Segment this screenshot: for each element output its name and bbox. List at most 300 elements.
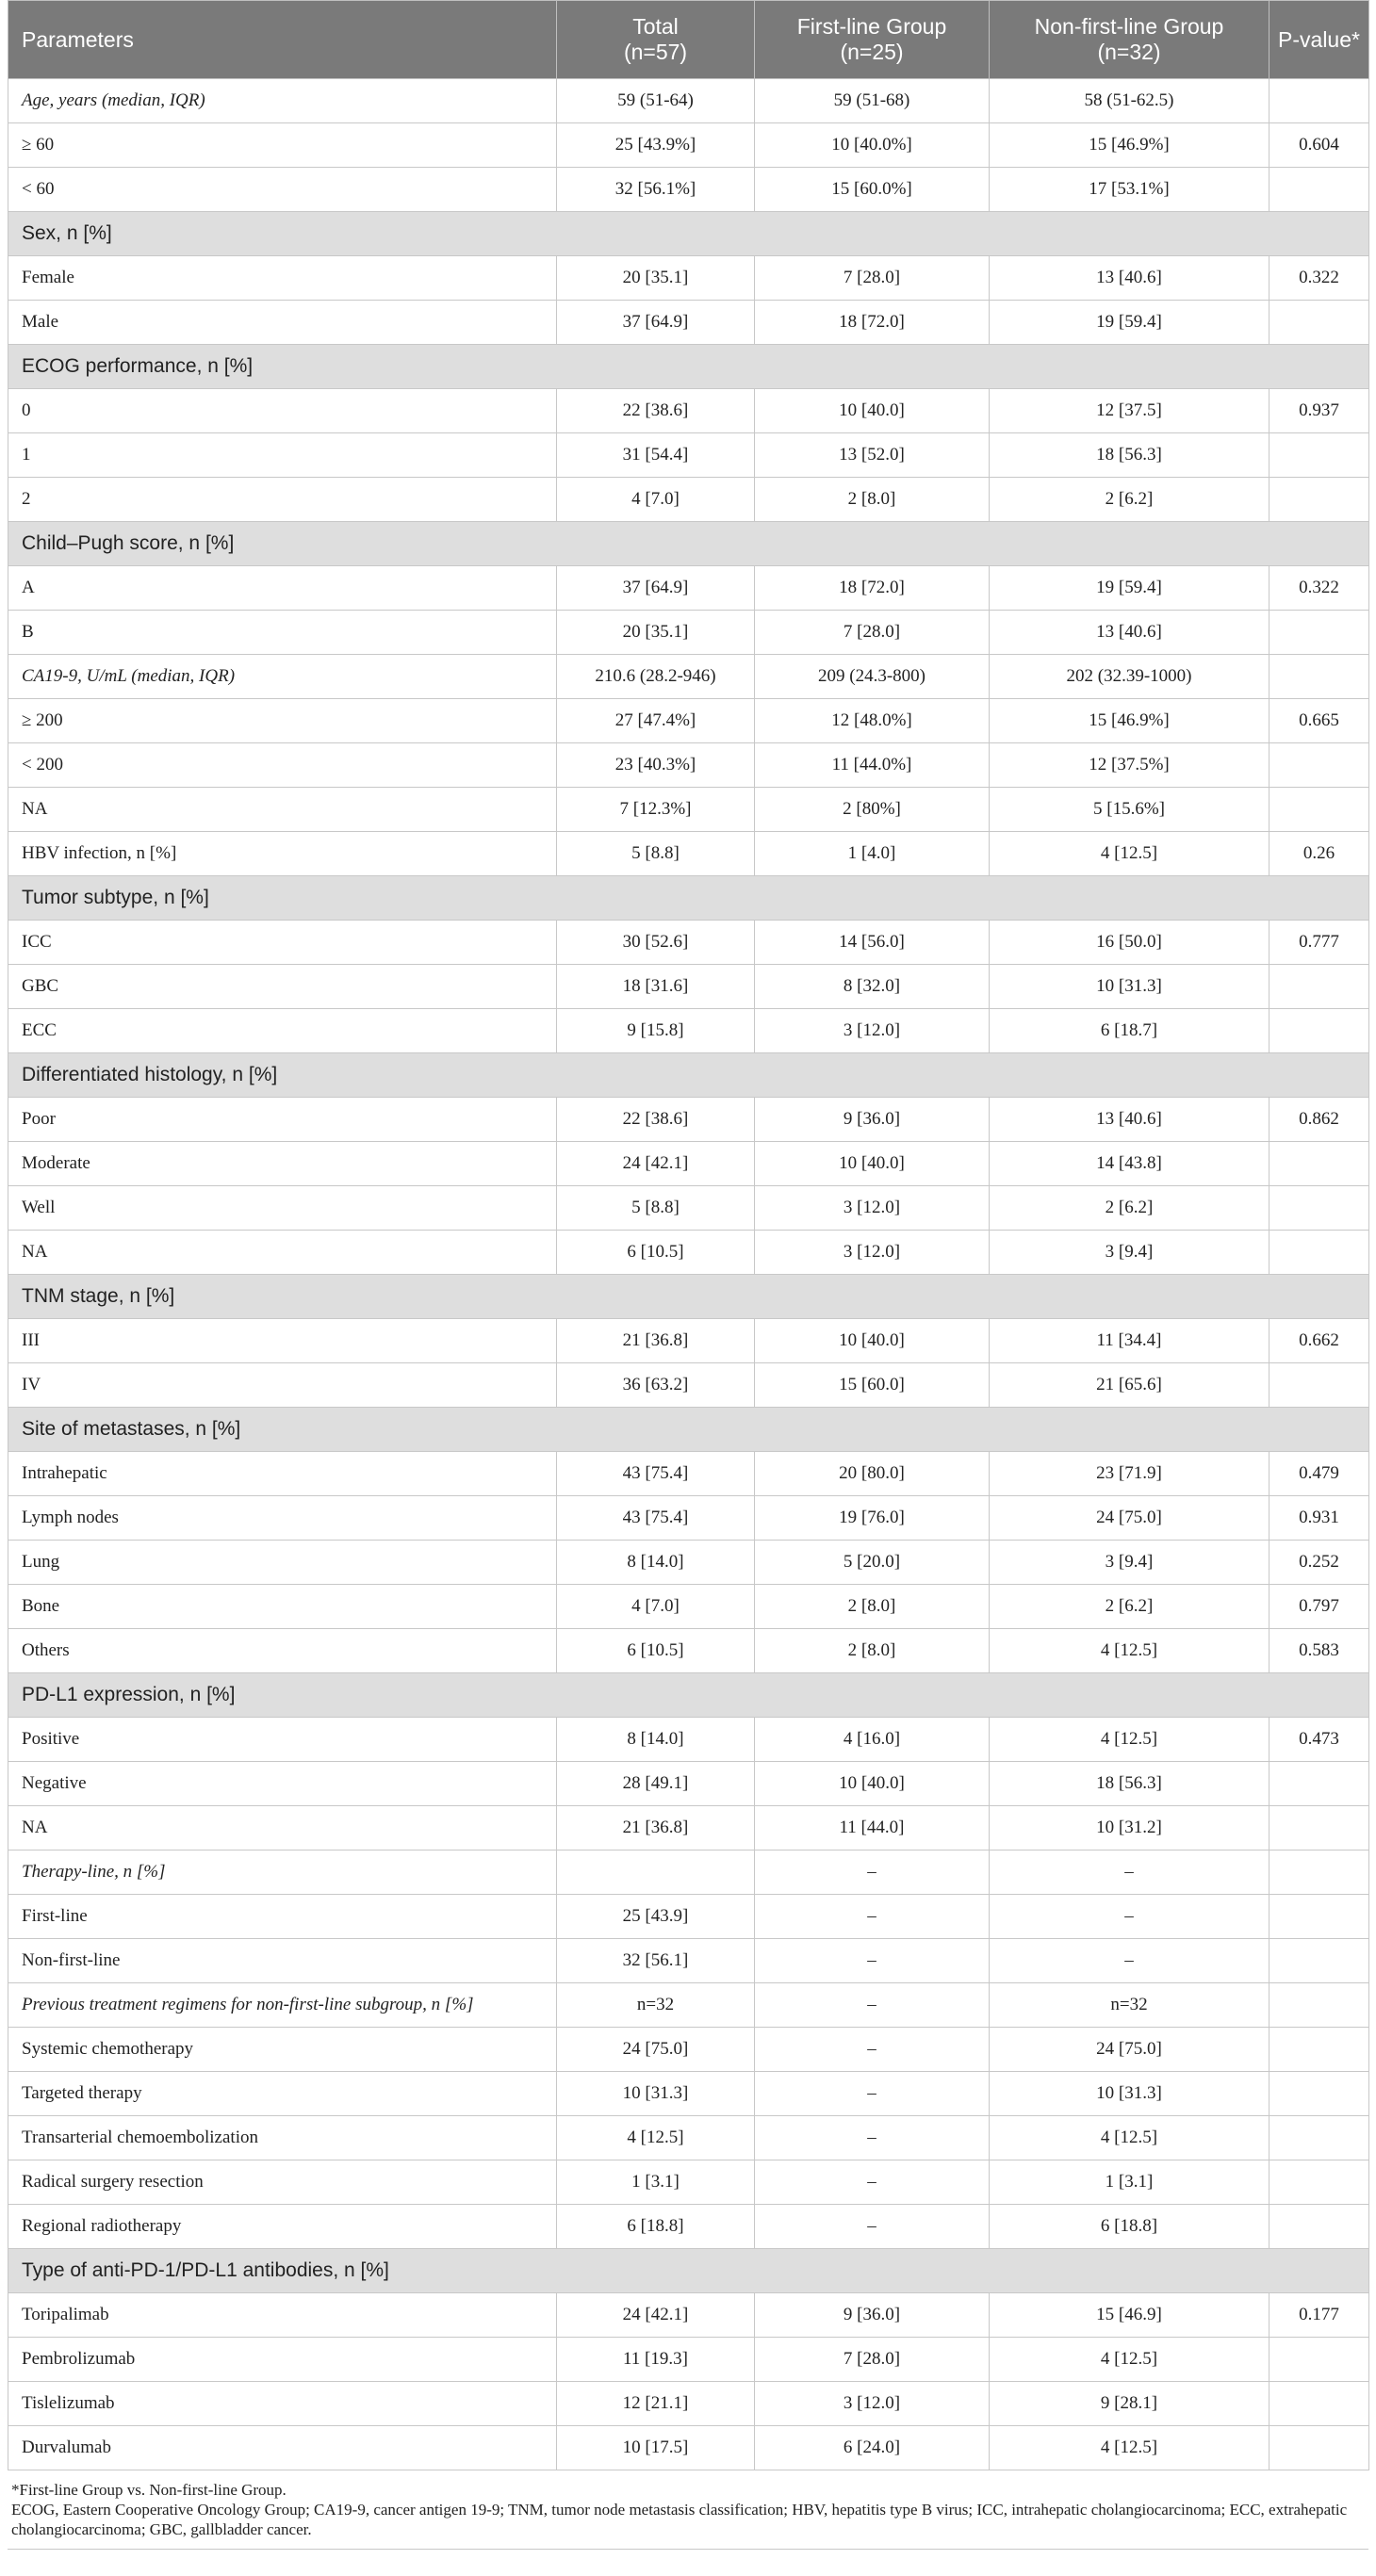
cell-p-value: [1270, 1186, 1369, 1231]
cell-parameter: Intrahepatic: [8, 1452, 557, 1496]
cell-total: 21 [36.8]: [557, 1806, 755, 1850]
cell-total: 9 [15.8]: [557, 1009, 755, 1053]
table-row: [8, 123, 1369, 168]
table-row: [8, 2293, 1369, 2338]
cell-total: 20 [35.1]: [557, 256, 755, 301]
table-row: [8, 1009, 1369, 1053]
cell-first-line: 7 [28.0]: [755, 256, 990, 301]
section-title: PD-L1 expression, n [%]: [8, 1673, 1369, 1718]
cell-p-value: 0.26: [1270, 832, 1369, 876]
cell-first-line: 209 (24.3-800): [755, 655, 990, 699]
cell-parameter: 0: [8, 389, 557, 433]
table-row: [8, 566, 1369, 611]
cell-p-value: [1270, 2028, 1369, 2072]
cell-p-value: 0.665: [1270, 699, 1369, 743]
table-row: [8, 1585, 1369, 1629]
table-row: [8, 1939, 1369, 1983]
table-row: [8, 2426, 1369, 2470]
cell-non-first-line: 13 [40.6]: [990, 256, 1270, 301]
cell-non-first-line: 14 [43.8]: [990, 1142, 1270, 1186]
cell-p-value: [1270, 611, 1369, 655]
cell-parameter: NA: [8, 1806, 557, 1850]
cell-parameter: Age, years (median, IQR): [8, 79, 557, 123]
cell-parameter: ICC: [8, 921, 557, 965]
cell-total: 24 [42.1]: [557, 2293, 755, 2338]
cell-first-line: –: [755, 2116, 990, 2160]
cell-parameter: CA19-9, U/mL (median, IQR): [8, 655, 557, 699]
table-row: [8, 79, 1369, 123]
cell-parameter: Male: [8, 301, 557, 345]
cell-first-line: 12 [48.0%]: [755, 699, 990, 743]
cell-first-line: 3 [12.0]: [755, 1186, 990, 1231]
table-container: [8, 0, 1368, 2550]
cell-first-line: 18 [72.0]: [755, 566, 990, 611]
cell-parameter: Pembrolizumab: [8, 2338, 557, 2382]
cell-non-first-line: 9 [28.1]: [990, 2382, 1270, 2426]
cell-first-line: 18 [72.0]: [755, 301, 990, 345]
cell-total: 6 [18.8]: [557, 2205, 755, 2249]
cell-total: 210.6 (28.2-946): [557, 655, 755, 699]
cell-non-first-line: 23 [71.9]: [990, 1452, 1270, 1496]
cell-non-first-line: –: [990, 1939, 1270, 1983]
table-row: [8, 965, 1369, 1009]
section-header-row: [8, 1275, 1369, 1319]
cell-first-line: 2 [80%]: [755, 788, 990, 832]
cell-p-value: [1270, 301, 1369, 345]
cell-first-line: 9 [36.0]: [755, 2293, 990, 2338]
cell-total: 10 [31.3]: [557, 2072, 755, 2116]
cell-first-line: 11 [44.0]: [755, 1806, 990, 1850]
cell-non-first-line: 6 [18.7]: [990, 1009, 1270, 1053]
section-header-row: [8, 345, 1369, 389]
cell-parameter: Regional radiotherapy: [8, 2205, 557, 2249]
cell-total: 11 [19.3]: [557, 2338, 755, 2382]
cell-parameter: Systemic chemotherapy: [8, 2028, 557, 2072]
cell-parameter: HBV infection, n [%]: [8, 832, 557, 876]
section-header-row: [8, 2249, 1369, 2293]
footnote-pvalue: *First-line Group vs. Non-first-line Group.: [11, 2481, 287, 2499]
cell-total: 30 [52.6]: [557, 921, 755, 965]
cell-p-value: [1270, 1009, 1369, 1053]
table-row: [8, 256, 1369, 301]
cell-non-first-line: 5 [15.6%]: [990, 788, 1270, 832]
cell-total: 59 (51-64): [557, 79, 755, 123]
cell-p-value: [1270, 965, 1369, 1009]
cell-total: 4 [7.0]: [557, 1585, 755, 1629]
cell-total: 7 [12.3%]: [557, 788, 755, 832]
cell-parameter: Female: [8, 256, 557, 301]
cell-first-line: 15 [60.0%]: [755, 168, 990, 212]
baseline-characteristics-table: [8, 0, 1369, 2470]
cell-total: 37 [64.9]: [557, 301, 755, 345]
cell-first-line: 6 [24.0]: [755, 2426, 990, 2470]
cell-first-line: 7 [28.0]: [755, 2338, 990, 2382]
table-row: [8, 611, 1369, 655]
cell-p-value: [1270, 655, 1369, 699]
cell-p-value: [1270, 2338, 1369, 2382]
cell-non-first-line: 4 [12.5]: [990, 1629, 1270, 1673]
cell-p-value: 0.604: [1270, 123, 1369, 168]
section-title: Site of metastases, n [%]: [8, 1408, 1369, 1452]
section-title: Type of anti-PD-1/PD-L1 antibodies, n [%]: [8, 2249, 1369, 2293]
cell-non-first-line: 1 [3.1]: [990, 2160, 1270, 2205]
table-footnotes: [8, 2470, 1368, 2550]
table-row: [8, 168, 1369, 212]
cell-p-value: 0.479: [1270, 1452, 1369, 1496]
cell-non-first-line: 13 [40.6]: [990, 611, 1270, 655]
table-row: [8, 788, 1369, 832]
cell-first-line: 3 [12.0]: [755, 1009, 990, 1053]
cell-parameter: < 200: [8, 743, 557, 788]
cell-parameter: Durvalumab: [8, 2426, 557, 2470]
cell-parameter: Lung: [8, 1541, 557, 1585]
cell-parameter: NA: [8, 1231, 557, 1275]
cell-non-first-line: 18 [56.3]: [990, 433, 1270, 478]
cell-parameter: Therapy-line, n [%]: [8, 1850, 557, 1895]
cell-parameter: ≥ 60: [8, 123, 557, 168]
section-title: TNM stage, n [%]: [8, 1275, 1369, 1319]
cell-non-first-line: 12 [37.5%]: [990, 743, 1270, 788]
cell-first-line: 10 [40.0%]: [755, 123, 990, 168]
cell-first-line: 8 [32.0]: [755, 965, 990, 1009]
cell-parameter: NA: [8, 788, 557, 832]
cell-first-line: 9 [36.0]: [755, 1098, 990, 1142]
section-title: Differentiated histology, n [%]: [8, 1053, 1369, 1098]
cell-first-line: 4 [16.0]: [755, 1718, 990, 1762]
cell-parameter: Lymph nodes: [8, 1496, 557, 1541]
cell-non-first-line: 24 [75.0]: [990, 2028, 1270, 2072]
cell-first-line: –: [755, 1983, 990, 2028]
cell-total: 28 [49.1]: [557, 1762, 755, 1806]
section-title: ECOG performance, n [%]: [8, 345, 1369, 389]
section-header-row: [8, 876, 1369, 921]
cell-p-value: [1270, 788, 1369, 832]
cell-parameter: Bone: [8, 1585, 557, 1629]
cell-parameter: ≥ 200: [8, 699, 557, 743]
header-p-value: P-value*: [1270, 1, 1369, 79]
cell-parameter: Moderate: [8, 1142, 557, 1186]
cell-p-value: 0.797: [1270, 1585, 1369, 1629]
section-title: Tumor subtype, n [%]: [8, 876, 1369, 921]
cell-non-first-line: 3 [9.4]: [990, 1541, 1270, 1585]
cell-parameter: IV: [8, 1363, 557, 1408]
cell-first-line: –: [755, 1939, 990, 1983]
cell-non-first-line: 10 [31.2]: [990, 1806, 1270, 1850]
table-row: [8, 1098, 1369, 1142]
cell-non-first-line: 17 [53.1%]: [990, 168, 1270, 212]
cell-total: 24 [75.0]: [557, 2028, 755, 2072]
cell-non-first-line: 4 [12.5]: [990, 2338, 1270, 2382]
cell-p-value: [1270, 478, 1369, 522]
cell-first-line: –: [755, 2205, 990, 2249]
table-row: [8, 1629, 1369, 1673]
cell-non-first-line: 21 [65.6]: [990, 1363, 1270, 1408]
cell-first-line: 2 [8.0]: [755, 478, 990, 522]
cell-first-line: 10 [40.0]: [755, 1142, 990, 1186]
cell-first-line: –: [755, 1895, 990, 1939]
cell-total: 43 [75.4]: [557, 1496, 755, 1541]
cell-p-value: [1270, 743, 1369, 788]
cell-parameter: < 60: [8, 168, 557, 212]
cell-parameter: III: [8, 1319, 557, 1363]
cell-p-value: 0.322: [1270, 256, 1369, 301]
cell-parameter: Negative: [8, 1762, 557, 1806]
cell-non-first-line: 15 [46.9%]: [990, 123, 1270, 168]
table-row: [8, 1452, 1369, 1496]
cell-p-value: 0.322: [1270, 566, 1369, 611]
header-parameters: Parameters: [8, 1, 557, 79]
cell-parameter: GBC: [8, 965, 557, 1009]
section-header-row: [8, 1673, 1369, 1718]
table-row: [8, 921, 1369, 965]
cell-parameter: 1: [8, 433, 557, 478]
cell-first-line: 2 [8.0]: [755, 1629, 990, 1673]
section-header-row: [8, 1053, 1369, 1098]
cell-non-first-line: 16 [50.0]: [990, 921, 1270, 965]
cell-parameter: First-line: [8, 1895, 557, 1939]
cell-p-value: 0.662: [1270, 1319, 1369, 1363]
cell-p-value: [1270, 1142, 1369, 1186]
cell-parameter: Transarterial chemoembolization: [8, 2116, 557, 2160]
cell-total: 4 [12.5]: [557, 2116, 755, 2160]
cell-total: 21 [36.8]: [557, 1319, 755, 1363]
table-row: [8, 1319, 1369, 1363]
cell-non-first-line: 24 [75.0]: [990, 1496, 1270, 1541]
cell-parameter: Others: [8, 1629, 557, 1673]
cell-parameter: Previous treatment regimens for non-first-line subgroup, n [%]: [8, 1983, 557, 2028]
table-row: [8, 2382, 1369, 2426]
cell-first-line: –: [755, 1850, 990, 1895]
cell-parameter: Targeted therapy: [8, 2072, 557, 2116]
cell-non-first-line: 10 [31.3]: [990, 965, 1270, 1009]
section-header-row: [8, 522, 1369, 566]
cell-total: 32 [56.1]: [557, 1939, 755, 1983]
table-row: [8, 2028, 1369, 2072]
header-first-line: First-line Group (n=25): [755, 1, 990, 79]
cell-first-line: 3 [12.0]: [755, 1231, 990, 1275]
cell-first-line: 7 [28.0]: [755, 611, 990, 655]
cell-first-line: 10 [40.0]: [755, 1319, 990, 1363]
cell-first-line: –: [755, 2072, 990, 2116]
cell-p-value: 0.473: [1270, 1718, 1369, 1762]
table-body: [8, 79, 1369, 2470]
table-row: [8, 1186, 1369, 1231]
cell-parameter: Positive: [8, 1718, 557, 1762]
cell-non-first-line: n=32: [990, 1983, 1270, 2028]
cell-p-value: 0.777: [1270, 921, 1369, 965]
cell-parameter: Non-first-line: [8, 1939, 557, 1983]
cell-p-value: [1270, 1895, 1369, 1939]
cell-total: 43 [75.4]: [557, 1452, 755, 1496]
cell-first-line: –: [755, 2160, 990, 2205]
cell-p-value: [1270, 2205, 1369, 2249]
cell-total: n=32: [557, 1983, 755, 2028]
cell-p-value: [1270, 2116, 1369, 2160]
cell-total: 24 [42.1]: [557, 1142, 755, 1186]
cell-p-value: [1270, 1231, 1369, 1275]
cell-parameter: Toripalimab: [8, 2293, 557, 2338]
cell-p-value: 0.931: [1270, 1496, 1369, 1541]
cell-p-value: [1270, 433, 1369, 478]
cell-total: 5 [8.8]: [557, 1186, 755, 1231]
cell-non-first-line: 4 [12.5]: [990, 2116, 1270, 2160]
section-header-row: [8, 1408, 1369, 1452]
cell-total: 23 [40.3%]: [557, 743, 755, 788]
cell-parameter: Tislelizumab: [8, 2382, 557, 2426]
section-header-row: [8, 212, 1369, 256]
cell-total: 8 [14.0]: [557, 1541, 755, 1585]
cell-non-first-line: 4 [12.5]: [990, 1718, 1270, 1762]
cell-non-first-line: 2 [6.2]: [990, 1585, 1270, 1629]
cell-first-line: 14 [56.0]: [755, 921, 990, 965]
cell-p-value: [1270, 2426, 1369, 2470]
cell-p-value: [1270, 2382, 1369, 2426]
cell-first-line: 19 [76.0]: [755, 1496, 990, 1541]
cell-parameter: Well: [8, 1186, 557, 1231]
cell-first-line: 2 [8.0]: [755, 1585, 990, 1629]
cell-non-first-line: 19 [59.4]: [990, 301, 1270, 345]
cell-total: 22 [38.6]: [557, 389, 755, 433]
cell-non-first-line: 13 [40.6]: [990, 1098, 1270, 1142]
section-title: Child–Pugh score, n [%]: [8, 522, 1369, 566]
cell-total: 36 [63.2]: [557, 1363, 755, 1408]
cell-parameter: A: [8, 566, 557, 611]
cell-total: 8 [14.0]: [557, 1718, 755, 1762]
cell-p-value: [1270, 168, 1369, 212]
header-row: [8, 1, 1369, 79]
cell-total: 1 [3.1]: [557, 2160, 755, 2205]
cell-p-value: 0.862: [1270, 1098, 1369, 1142]
table-row: [8, 1541, 1369, 1585]
cell-non-first-line: 2 [6.2]: [990, 1186, 1270, 1231]
cell-p-value: 0.937: [1270, 389, 1369, 433]
cell-p-value: [1270, 1983, 1369, 2028]
cell-parameter: ECC: [8, 1009, 557, 1053]
cell-first-line: 13 [52.0]: [755, 433, 990, 478]
header-total: Total (n=57): [557, 1, 755, 79]
cell-total: [557, 1850, 755, 1895]
cell-non-first-line: –: [990, 1895, 1270, 1939]
cell-total: 32 [56.1%]: [557, 168, 755, 212]
cell-non-first-line: –: [990, 1850, 1270, 1895]
cell-non-first-line: 15 [46.9%]: [990, 699, 1270, 743]
section-title: Sex, n [%]: [8, 212, 1369, 256]
cell-p-value: [1270, 2160, 1369, 2205]
table-row: [8, 433, 1369, 478]
table-row: [8, 1983, 1369, 2028]
cell-non-first-line: 10 [31.3]: [990, 2072, 1270, 2116]
table-row: [8, 1806, 1369, 1850]
table-row: [8, 743, 1369, 788]
cell-non-first-line: 15 [46.9]: [990, 2293, 1270, 2338]
table-row: [8, 2205, 1369, 2249]
cell-non-first-line: 3 [9.4]: [990, 1231, 1270, 1275]
cell-total: 22 [38.6]: [557, 1098, 755, 1142]
cell-first-line: 10 [40.0]: [755, 389, 990, 433]
cell-non-first-line: 2 [6.2]: [990, 478, 1270, 522]
cell-p-value: 0.583: [1270, 1629, 1369, 1673]
cell-first-line: 10 [40.0]: [755, 1762, 990, 1806]
footnote-abbreviations: ECOG, Eastern Cooperative Oncology Group; CA19-9, cancer antigen 19-9; TNM, tumor node metastasis classification; HBV, hepatitis type B virus; ICC, intrahepatic cholangiocarcinoma; ECC, extrahepatic cholangiocarcinoma; GBC, gallbladder cancer.: [11, 2501, 1348, 2538]
cell-first-line: 3 [12.0]: [755, 2382, 990, 2426]
cell-parameter: Poor: [8, 1098, 557, 1142]
cell-total: 25 [43.9]: [557, 1895, 755, 1939]
table-row: [8, 832, 1369, 876]
cell-first-line: 1 [4.0]: [755, 832, 990, 876]
cell-first-line: 20 [80.0]: [755, 1452, 990, 1496]
cell-non-first-line: 12 [37.5]: [990, 389, 1270, 433]
table-row: [8, 1895, 1369, 1939]
cell-total: 18 [31.6]: [557, 965, 755, 1009]
cell-total: 31 [54.4]: [557, 433, 755, 478]
cell-p-value: [1270, 2072, 1369, 2116]
cell-total: 27 [47.4%]: [557, 699, 755, 743]
table-row: [8, 1762, 1369, 1806]
table-row: [8, 2072, 1369, 2116]
table-row: [8, 1850, 1369, 1895]
cell-non-first-line: 58 (51-62.5): [990, 79, 1270, 123]
header-non-first-line: Non-first-line Group (n=32): [990, 1, 1270, 79]
cell-p-value: [1270, 1939, 1369, 1983]
table-row: [8, 389, 1369, 433]
table-row: [8, 1496, 1369, 1541]
table-row: [8, 301, 1369, 345]
cell-non-first-line: 18 [56.3]: [990, 1762, 1270, 1806]
cell-first-line: 15 [60.0]: [755, 1363, 990, 1408]
cell-parameter: 2: [8, 478, 557, 522]
cell-p-value: [1270, 1850, 1369, 1895]
cell-non-first-line: 19 [59.4]: [990, 566, 1270, 611]
table-row: [8, 655, 1369, 699]
cell-non-first-line: 4 [12.5]: [990, 2426, 1270, 2470]
cell-non-first-line: 4 [12.5]: [990, 832, 1270, 876]
cell-p-value: [1270, 1762, 1369, 1806]
cell-parameter: B: [8, 611, 557, 655]
cell-total: 6 [10.5]: [557, 1629, 755, 1673]
cell-parameter: Radical surgery resection: [8, 2160, 557, 2205]
table-row: [8, 2116, 1369, 2160]
cell-total: 5 [8.8]: [557, 832, 755, 876]
cell-first-line: 11 [44.0%]: [755, 743, 990, 788]
table-row: [8, 2160, 1369, 2205]
table-row: [8, 699, 1369, 743]
table-row: [8, 1718, 1369, 1762]
table-row: [8, 1142, 1369, 1186]
cell-total: 10 [17.5]: [557, 2426, 755, 2470]
table-row: [8, 1363, 1369, 1408]
cell-non-first-line: 6 [18.8]: [990, 2205, 1270, 2249]
cell-total: 37 [64.9]: [557, 566, 755, 611]
cell-total: 12 [21.1]: [557, 2382, 755, 2426]
cell-total: 25 [43.9%]: [557, 123, 755, 168]
cell-p-value: 0.252: [1270, 1541, 1369, 1585]
cell-total: 6 [10.5]: [557, 1231, 755, 1275]
cell-non-first-line: 11 [34.4]: [990, 1319, 1270, 1363]
table-row: [8, 1231, 1369, 1275]
cell-non-first-line: 202 (32.39-1000): [990, 655, 1270, 699]
cell-p-value: [1270, 1363, 1369, 1408]
cell-p-value: [1270, 1806, 1369, 1850]
cell-total: 4 [7.0]: [557, 478, 755, 522]
cell-p-value: [1270, 79, 1369, 123]
table-row: [8, 2338, 1369, 2382]
cell-first-line: –: [755, 2028, 990, 2072]
cell-p-value: 0.177: [1270, 2293, 1369, 2338]
table-row: [8, 478, 1369, 522]
cell-total: 20 [35.1]: [557, 611, 755, 655]
cell-first-line: 59 (51-68): [755, 79, 990, 123]
cell-first-line: 5 [20.0]: [755, 1541, 990, 1585]
